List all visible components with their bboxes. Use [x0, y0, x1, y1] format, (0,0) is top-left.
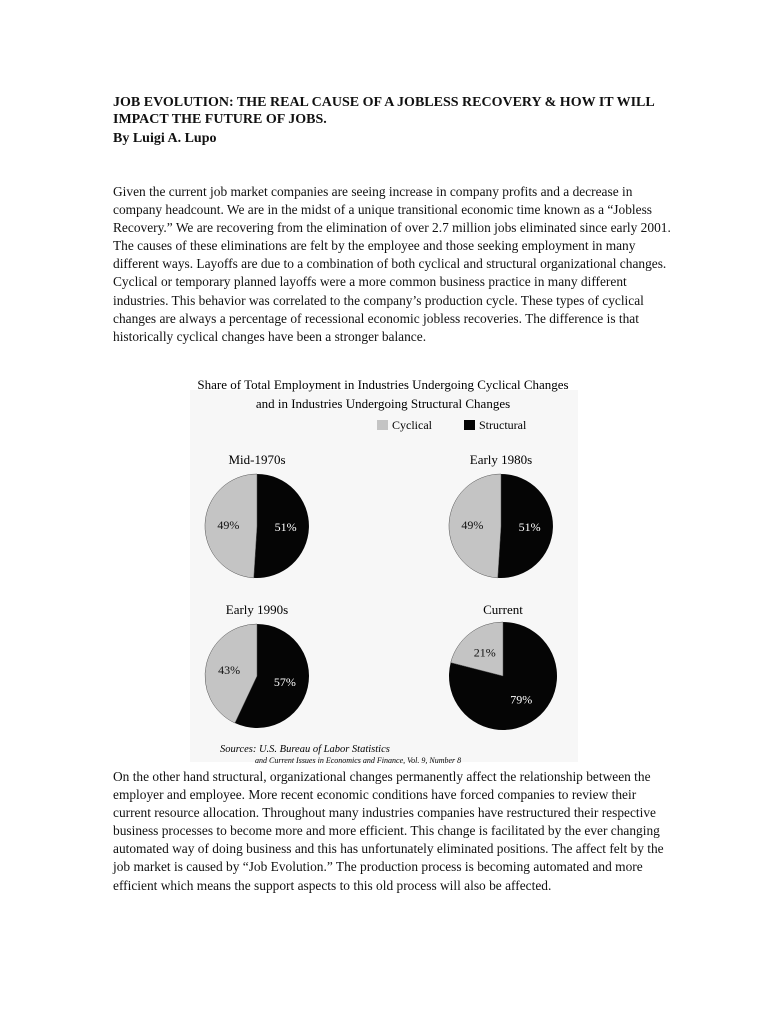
- chart-title-line-1: Share of Total Employment in Industries Undergoing Cyclical Changes: [197, 377, 569, 392]
- chart-source-line-1: Sources: U.S. Bureau of Labor Statistics: [220, 744, 390, 755]
- body-paragraph: On the other hand structural, organizational changes permanently affect the relationship between the employer and employee. More recent economic conditions have forced companies to review their current resource allocation. Throughout many industries companies have restructured their respective business processes to become more and more efficient. This change is facilitated by the ever changing automated way of doing business and this has unfortunately eliminated positions. The affect felt by the job market is caused by “Job Evolution.” The production process is becoming automated and more efficient which means the support aspects to this old process will also be affected.: [113, 769, 664, 893]
- pie-value-structural: 51%: [274, 519, 297, 534]
- legend-swatch-structural: [464, 420, 475, 430]
- pie-value-cyclical: 43%: [218, 662, 241, 677]
- pie-label: Current: [483, 602, 523, 617]
- pie-label: Mid-1970s: [228, 452, 286, 467]
- pie-label: Early 1980s: [469, 452, 533, 467]
- legend-swatch-cyclical: [377, 420, 388, 430]
- pie-value-structural: 79%: [510, 692, 533, 707]
- document-title: JOB EVOLUTION: THE REAL CAUSE OF A JOBLESS RECOVERY & HOW IT WILL IMPACT THE FUTURE OF JOBS.: [113, 95, 654, 127]
- pie-value-structural: 51%: [518, 519, 541, 534]
- author-byline: By Luigi A. Lupo: [113, 131, 217, 146]
- pie-value-cyclical: 49%: [217, 518, 240, 533]
- pie-value-cyclical: 21%: [473, 645, 496, 660]
- legend-label-structural: Structural: [479, 418, 527, 432]
- intro-paragraph: Given the current job market companies are seeing increase in company profits and a decrease in company headcount. We are in the midst of a unique transitional economic time known as a “Jobless Recovery.” We are recovering from the elimination of over 2.7 million jobs eliminated since early 2001. The causes of these eliminations are felt by the employee and those seeking employment in many different ways. Layoffs are due to a combination of both cyclical and structural organizational changes. Cyclical or temporary planned layoffs were a more common business practice in many different industries. This behavior was correlated to the company’s production cycle. These types of cyclical changes are always a percentage of recessional economic jobless recoveries. The difference is that historically cyclical changes have been a stronger balance.: [113, 184, 671, 344]
- pie-label: Early 1990s: [225, 602, 289, 617]
- pie-value-cyclical: 49%: [461, 518, 484, 533]
- legend-label-cyclical: Cyclical: [392, 418, 432, 432]
- pie-chart-figure: [180, 374, 584, 766]
- pie-chart-svg: [180, 374, 584, 766]
- pie-value-structural: 57%: [273, 675, 296, 690]
- chart-source-line-2: and Current Issues in Economics and Finance, Vol. 9, Number 8: [255, 756, 462, 765]
- chart-title-line-2: and in Industries Undergoing Structural Changes: [255, 396, 511, 411]
